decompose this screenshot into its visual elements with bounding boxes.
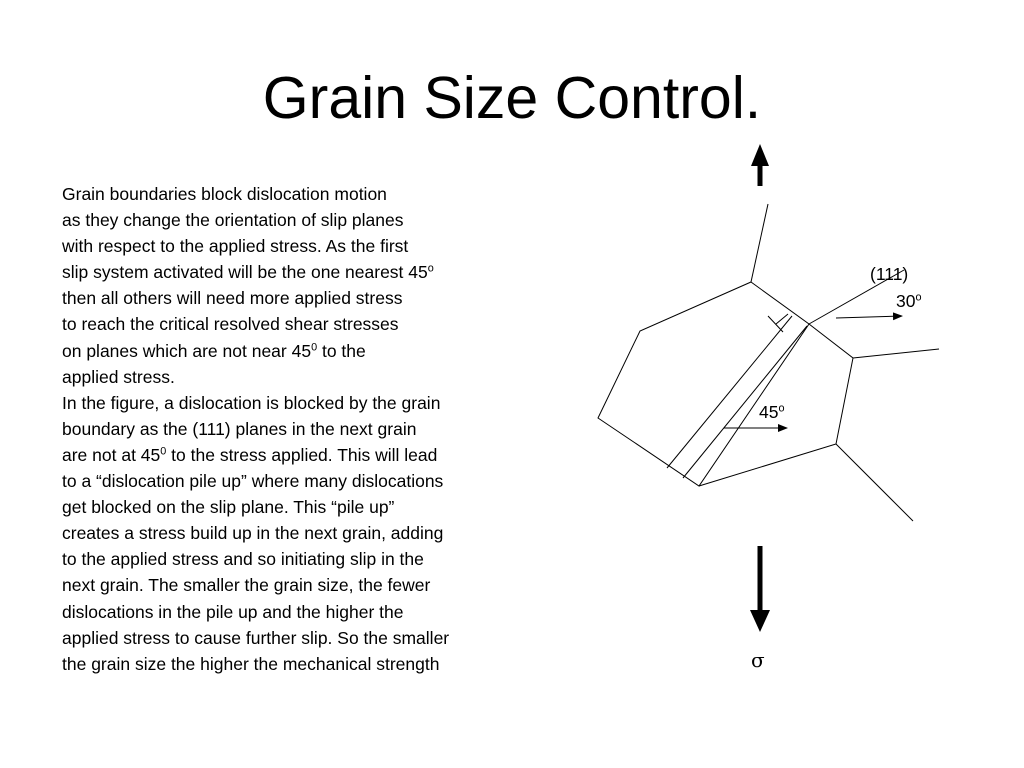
body-line: to a “dislocation pile up” where many dislocations [62,471,444,492]
slip-plane-line-a [667,316,792,468]
body-line: the grain size the higher the mechanical strength [62,653,440,674]
body-line: to the applied stress and so initiating slip in the [62,549,424,570]
angle-label-right: 30$^o$ [896,291,922,311]
body-line: on planes which are not near $45^0$ to the [62,340,366,361]
body-line: then all others will need more applied stress [62,288,403,309]
left-grain [598,282,809,486]
slip-plane-line-b [683,326,807,478]
body-line: as they change the orientation of slip planes [62,210,404,231]
body-line: slip system activated will be the one nearest 45$^o$ [62,262,434,283]
stress-arrow-down [750,546,770,632]
stress-arrow-up [751,144,769,186]
plane-label: (111) [870,264,909,284]
body-line: boundary as the (111) planes in the next grain [62,418,417,439]
body-line: applied stress. [62,366,175,387]
body-line: get blocked on the slip plane. This “pile up” [62,497,395,518]
body-line: In the figure, a dislocation is blocked by the grain [62,392,441,413]
boundary-top [751,204,768,282]
body-line: dislocations in the pile up and the higher the [62,601,404,622]
angle-arrow-right [836,316,902,318]
boundary-bottom-right [836,444,913,521]
slide-title: Grain Size Control. [262,65,762,131]
boundary-right [853,349,939,358]
body-line: to reach the critical resolved shear stresses [62,314,399,335]
body-line: next grain. The smaller the grain size, the fewer [62,575,431,596]
body-line: are not at $45^0$ to the stress applied. This will lead [62,444,438,465]
dislocation-icon [768,314,788,332]
body-line: with respect to the applied stress. As the first [62,236,409,257]
stress-symbol: σ [751,648,765,672]
body-line: creates a stress build up in the next grain, adding [62,523,444,544]
angle-label-left: 45$^o$ [759,402,785,422]
body-line: applied stress to cause further slip. So the smaller [62,627,450,648]
body-line: Grain boundaries block dislocation motion [62,184,387,204]
